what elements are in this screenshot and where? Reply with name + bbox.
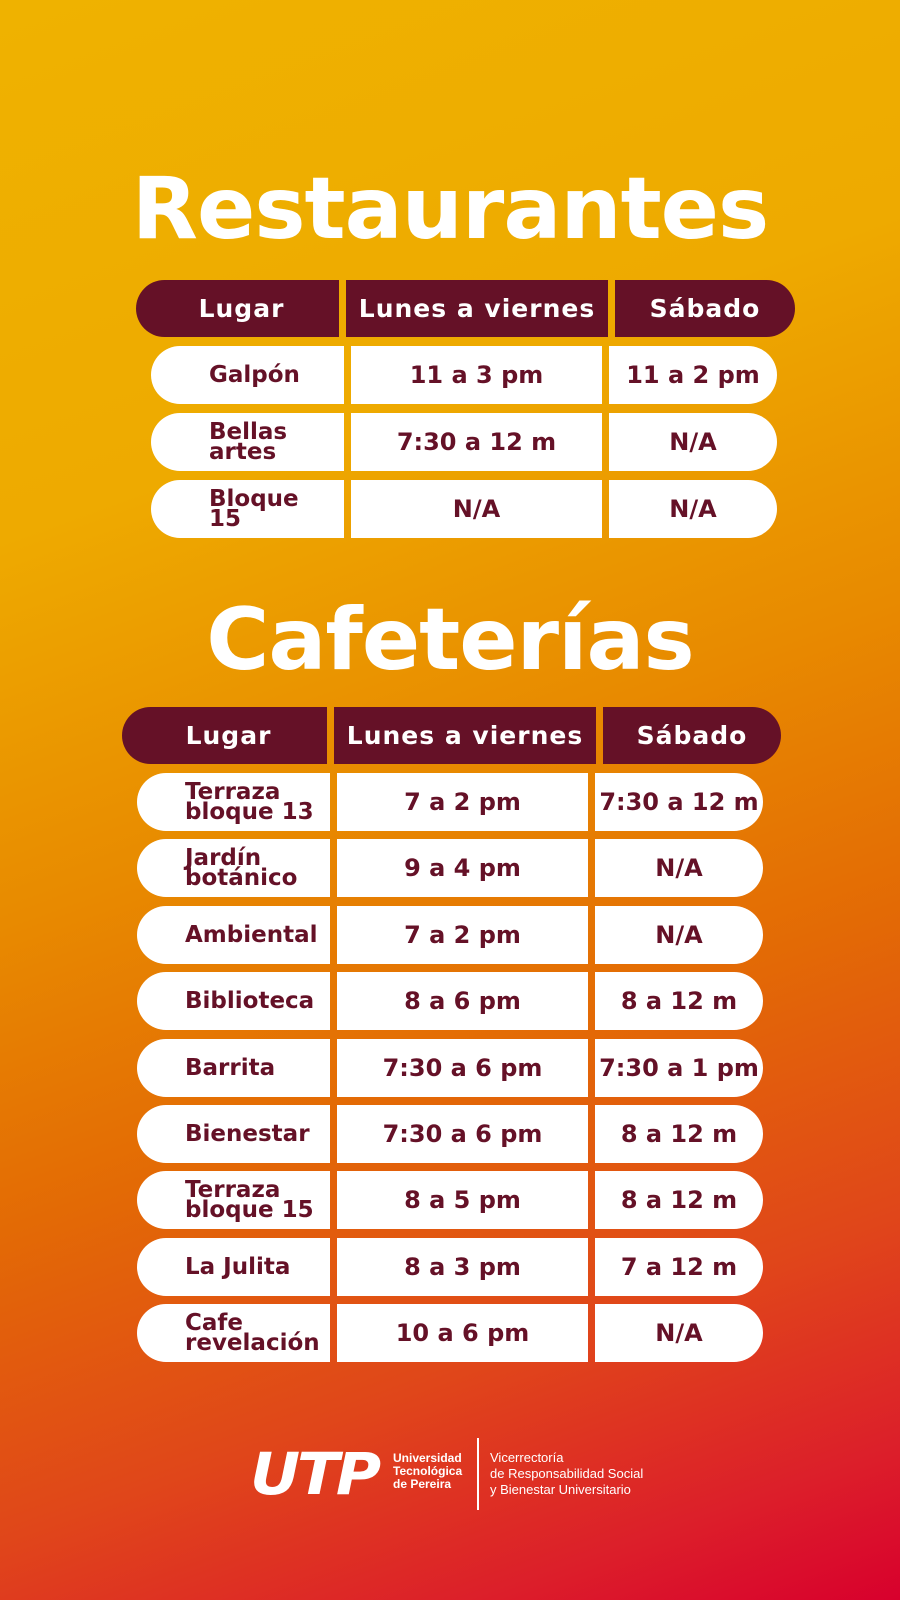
restaurantes-cell-semana: 11 a 3 pm — [351, 346, 602, 404]
cafeterias-header-lugar: Lugar — [122, 707, 327, 764]
cafeterias-cell-semana: 8 a 5 pm — [337, 1171, 588, 1229]
cafeterias-lugar-text: Ambiental — [185, 921, 318, 948]
cafeterias-lugar-text: La Julita — [185, 1253, 291, 1280]
restaurantes-row — [151, 480, 777, 538]
cafeterias-row — [137, 1105, 763, 1163]
cafeterias-lugar-text: Terraza bloque 15 — [185, 1177, 314, 1224]
restaurantes-cell-lugar — [151, 480, 344, 538]
cafeterias-row — [137, 1238, 763, 1296]
cafeterias-cell-sabado: 8 a 12 m — [595, 1171, 763, 1229]
restaurantes-cell-sabado: N/A — [609, 413, 777, 471]
cafeterias-lugar-text: Bienestar — [185, 1121, 310, 1147]
cafeterias-lugar-text: Cafe revelación — [185, 1310, 320, 1357]
vicerrectoria-name — [490, 1450, 643, 1498]
cafeterias-cell-sabado: 7:30 a 1 pm — [595, 1039, 763, 1097]
cafeterias-cell-semana: 7:30 a 6 pm — [337, 1105, 588, 1163]
cafeterias-cell-sabado: 8 a 12 m — [595, 1105, 763, 1163]
cafeterias-cell-lugar — [137, 1304, 330, 1362]
vicerrectoria-line: Vicerrectoría — [490, 1450, 564, 1465]
cafeterias-cell-lugar — [137, 1171, 330, 1229]
restaurantes-cell-lugar — [151, 346, 344, 404]
cafeterias-lugar-text: Jardín botánico — [185, 845, 298, 892]
cafeterias-cell-semana: 7:30 a 6 pm — [337, 1039, 588, 1097]
cafeterias-cell-sabado: 7 a 12 m — [595, 1238, 763, 1296]
restaurantes-row — [151, 346, 777, 404]
university-line: Universidad — [393, 1451, 462, 1465]
cafeterias-cell-semana: 9 a 4 pm — [337, 839, 588, 897]
cafeterias-cell-semana: 8 a 6 pm — [337, 972, 588, 1030]
university-line: de Pereira — [393, 1477, 452, 1491]
restaurantes-cell-semana: N/A — [351, 480, 602, 538]
cafeterias-row — [137, 972, 763, 1030]
cafeterias-cell-lugar — [137, 906, 330, 964]
vicerrectoria-line: de Responsabilidad Social — [490, 1466, 644, 1481]
restaurantes-header-semana: Lunes a viernes — [346, 280, 608, 337]
restaurantes-header-sabado: Sábado — [615, 280, 795, 337]
restaurantes-title: Restaurantes — [131, 159, 769, 259]
university-line: Tecnológica — [393, 1464, 463, 1478]
cafeterias-lugar-text: Terraza bloque 13 — [185, 779, 314, 825]
footer — [250, 1438, 650, 1510]
footer-divider — [477, 1438, 479, 1510]
cafeterias-cell-semana: 10 a 6 pm — [337, 1304, 588, 1362]
cafeterias-row — [137, 906, 763, 964]
restaurantes-cell-lugar — [151, 413, 344, 471]
restaurantes-cell-semana: 7:30 a 12 m — [351, 413, 602, 471]
cafeterias-header-row — [122, 707, 781, 764]
cafeterias-row — [137, 1304, 763, 1362]
cafeterias-cell-lugar — [137, 1039, 330, 1097]
vicerrectoria-line: y Bienestar Universitario — [490, 1482, 631, 1497]
cafeterias-cell-lugar — [137, 839, 330, 897]
restaurantes-lugar-text: Bellas artes — [209, 419, 288, 465]
cafeterias-row — [137, 839, 763, 897]
cafeterias-row — [137, 1039, 763, 1097]
utp-logo-text: UTP — [250, 1446, 381, 1498]
cafeterias-cell-lugar — [137, 1105, 330, 1163]
cafeterias-cell-semana: 7 a 2 pm — [337, 773, 588, 831]
cafeterias-cell-sabado: 8 a 12 m — [595, 972, 763, 1030]
cafeterias-header-sabado: Sábado — [603, 707, 781, 764]
restaurantes-lugar-text: Bloque 15 — [209, 486, 299, 532]
cafeterias-cell-semana: 7 a 2 pm — [337, 906, 588, 964]
cafeterias-lugar-text: Barrita — [185, 1054, 276, 1081]
restaurantes-cell-sabado: 11 a 2 pm — [609, 346, 777, 404]
restaurantes-cell-sabado: N/A — [609, 480, 777, 538]
cafeterias-cell-sabado: N/A — [595, 839, 763, 897]
cafeterias-row — [137, 773, 763, 831]
cafeterias-header-semana: Lunes a viernes — [334, 707, 596, 764]
utp-logo — [250, 1446, 382, 1498]
cafeterias-cell-lugar — [137, 773, 330, 831]
cafeterias-title: Cafeterías — [206, 590, 694, 690]
restaurantes-lugar-text: Galpón — [209, 362, 300, 388]
restaurantes-row — [151, 413, 777, 471]
restaurantes-header-row — [136, 280, 795, 337]
cafeterias-lugar-text: Biblioteca — [185, 988, 315, 1015]
cafeterias-cell-sabado: N/A — [595, 1304, 763, 1362]
restaurantes-header-lugar: Lugar — [136, 280, 339, 337]
cafeterias-cell-semana: 8 a 3 pm — [337, 1238, 588, 1296]
cafeterias-cell-sabado: 7:30 a 12 m — [595, 773, 763, 831]
cafeterias-cell-lugar — [137, 972, 330, 1030]
cafeterias-cell-lugar — [137, 1238, 330, 1296]
cafeterias-cell-sabado: N/A — [595, 906, 763, 964]
university-name — [393, 1452, 462, 1491]
cafeterias-row — [137, 1171, 763, 1229]
